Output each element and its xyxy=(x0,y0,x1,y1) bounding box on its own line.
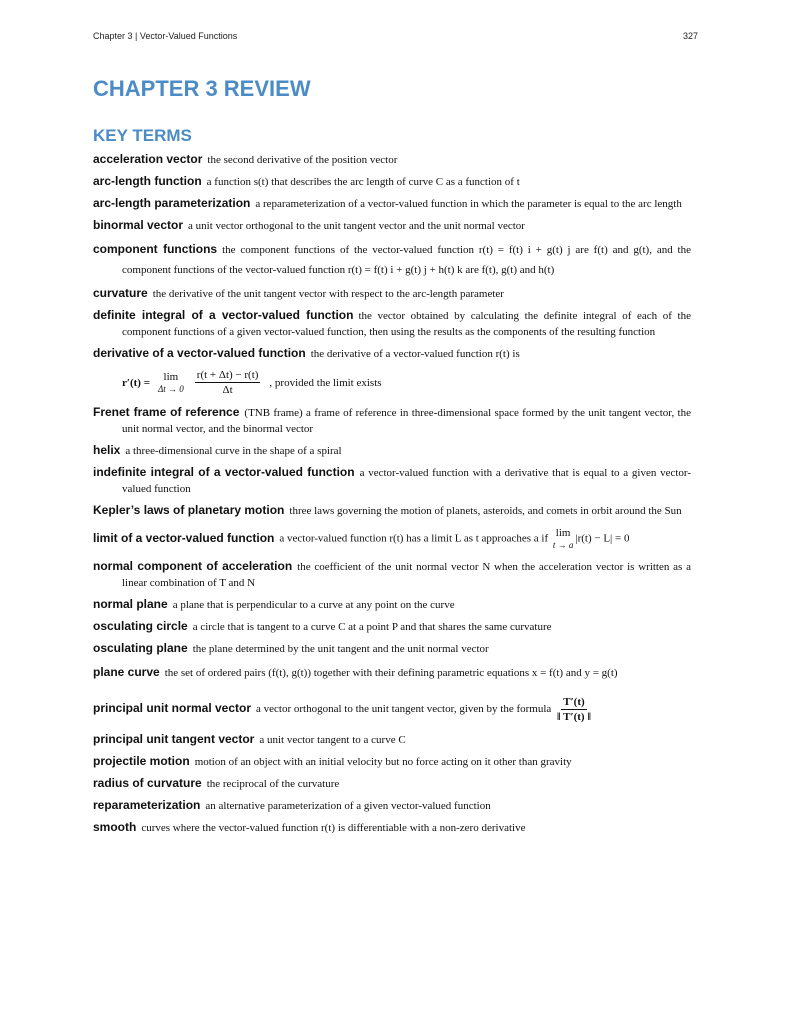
glossary-definition: motion of an object with an initial velocity but no force acting on it other than gravity xyxy=(194,756,572,768)
glossary-definition: the plane determined by the unit tangent and the unit normal vector xyxy=(192,643,489,655)
glossary-definition: (TNB frame) a frame of reference in three-dimensional space formed by the unit tangent vector, the unit normal vector, and the binormal vector xyxy=(122,407,691,435)
glossary-entry xyxy=(93,346,691,399)
formula-tail: , provided the limit exists xyxy=(269,376,382,389)
glossary-entry xyxy=(93,196,691,212)
glossary-term: normal component of acceleration xyxy=(93,559,293,573)
glossary-entry xyxy=(93,776,691,792)
limit-notation xyxy=(158,371,184,395)
glossary-definition: a unit vector orthogonal to the unit tangent vector and the unit normal vector xyxy=(188,220,525,232)
glossary-definition: an alternative parameterization of a given vector-valued function xyxy=(205,800,491,812)
fraction-numerator: r(t + Δt) − r(t) xyxy=(196,369,259,381)
glossary-entry xyxy=(93,820,691,836)
glossary-definition: the derivative of the unit tangent vector with respect to the arc-length parameter xyxy=(152,288,504,300)
glossary-entry xyxy=(93,619,691,635)
lim-subscript: Δt → 0 xyxy=(157,383,184,394)
key-terms-list xyxy=(93,152,691,842)
glossary-entry xyxy=(93,286,691,302)
glossary-definition: the coefficient of the unit normal vector N when the acceleration vector is written as a linear combination of T and N xyxy=(122,561,691,589)
running-header: Chapter 3 | Vector-Valued Functions xyxy=(93,31,238,41)
fraction-denominator: Δt xyxy=(222,384,233,396)
glossary-term: osculating circle xyxy=(93,619,188,633)
glossary-entry xyxy=(93,218,691,234)
glossary-definition: a plane that is perpendicular to a curve at any point on the curve xyxy=(172,599,455,611)
glossary-definition: the reciprocal of the curvature xyxy=(206,778,340,790)
glossary-term: arc-length function xyxy=(93,174,202,188)
fraction-denominator: ‖ T′(t) ‖ xyxy=(557,711,591,723)
glossary-definition: three laws governing the motion of planets, asteroids, and comets in orbit around the Sun xyxy=(289,505,682,517)
glossary-term: Frenet frame of reference xyxy=(93,405,240,419)
derivative-formula xyxy=(122,366,691,399)
glossary-entry xyxy=(93,597,691,613)
glossary-term: definite integral of a vector-valued function xyxy=(93,308,354,322)
glossary-entry xyxy=(93,503,691,519)
page-number: 327 xyxy=(682,31,698,41)
glossary-definition: a unit vector tangent to a curve C xyxy=(259,734,406,746)
glossary-entry xyxy=(93,693,691,726)
glossary-definition: a vector orthogonal to the unit tangent vector, given by the formula xyxy=(256,703,552,716)
glossary-entry xyxy=(93,732,691,748)
glossary-term: smooth xyxy=(93,820,137,834)
glossary-entry xyxy=(93,240,691,280)
glossary-term: arc-length parameterization xyxy=(93,196,251,210)
glossary-definition: a reparameterization of a vector-valued function in which the parameter is equal to the arc length xyxy=(255,198,682,210)
glossary-definition: the set of ordered pairs (f(t), g(t)) together with their defining parametric equations x = f(t) and y = g(t) xyxy=(164,667,618,679)
limit-expression: |r(t) − L| = 0 xyxy=(575,532,630,545)
glossary-term: radius of curvature xyxy=(93,776,202,790)
formula-lhs: r′(t) = xyxy=(122,376,150,389)
section-title: KEY TERMS xyxy=(93,126,192,145)
fraction-numerator: T′(t) xyxy=(563,696,585,708)
chapter-title: CHAPTER 3 REVIEW xyxy=(93,76,311,101)
glossary-term: indefinite integral of a vector-valued function xyxy=(93,465,355,479)
glossary-term: component functions xyxy=(93,242,218,256)
glossary-term: normal plane xyxy=(93,597,168,611)
glossary-term: limit of a vector-valued function xyxy=(93,530,275,545)
glossary-definition: the second derivative of the position vector xyxy=(207,154,398,166)
glossary-definition: curves where the vector-valued function r(t) is differentiable with a non-zero derivative xyxy=(141,822,526,834)
glossary-definition: a circle that is tangent to a curve C at a point P and that shares the same curvature xyxy=(192,621,552,633)
glossary-term: principal unit tangent vector xyxy=(93,732,255,746)
glossary-entry xyxy=(93,152,691,168)
glossary-entry xyxy=(93,443,691,459)
glossary-term: binormal vector xyxy=(93,218,184,232)
glossary-term: osculating plane xyxy=(93,641,188,655)
glossary-entry xyxy=(93,525,691,553)
glossary-definition: the derivative of a vector-valued function r(t) is xyxy=(310,348,520,360)
glossary-term: reparameterization xyxy=(93,798,201,812)
limit-notation xyxy=(553,527,574,551)
glossary-definition: a function s(t) that describes the arc length of curve C as a function of t xyxy=(206,176,520,188)
glossary-entry xyxy=(93,405,691,437)
lim-subscript: t → a xyxy=(552,540,574,550)
lim-label: lim xyxy=(555,527,571,539)
glossary-entry xyxy=(93,174,691,190)
glossary-term: acceleration vector xyxy=(93,152,203,166)
glossary-entry xyxy=(93,559,691,591)
glossary-entry xyxy=(93,465,691,497)
glossary-term: derivative of a vector-valued function xyxy=(93,346,306,360)
glossary-definition: the component functions of the vector-valued function r(t) = f(t) i + g(t) j are f(t) and g(t), and the component functions of the vector-valued function r(t) = f(t) i + g(t) j + h(t) k are f(t), g(t) and h(t) xyxy=(122,244,691,276)
glossary-term: Kepler’s laws of planetary motion xyxy=(93,503,285,517)
glossary-term: helix xyxy=(93,443,121,457)
formula-fraction xyxy=(195,368,261,397)
glossary-term: principal unit normal vector xyxy=(93,701,252,716)
glossary-definition: a three-dimensional curve in the shape of a spiral xyxy=(125,445,342,457)
glossary-term: curvature xyxy=(93,286,148,300)
glossary-term: projectile motion xyxy=(93,754,190,768)
glossary-definition: the vector obtained by calculating the definite integral of each of the component functions of a given vector-valued function, then using the results as the components of the resulting function xyxy=(122,310,691,338)
glossary-entry xyxy=(93,798,691,814)
glossary-entry xyxy=(93,754,691,770)
glossary-term: plane curve xyxy=(93,665,160,679)
lim-label: lim xyxy=(163,370,179,383)
glossary-definition: a vector-valued function with a derivative that is equal to a given vector-valued function xyxy=(122,467,691,495)
glossary-definition: a vector-valued function r(t) has a limit L as t approaches a if xyxy=(279,532,549,545)
glossary-entry xyxy=(93,641,691,657)
glossary-entry xyxy=(93,663,691,683)
formula-fraction xyxy=(557,695,591,724)
glossary-entry xyxy=(93,308,691,340)
